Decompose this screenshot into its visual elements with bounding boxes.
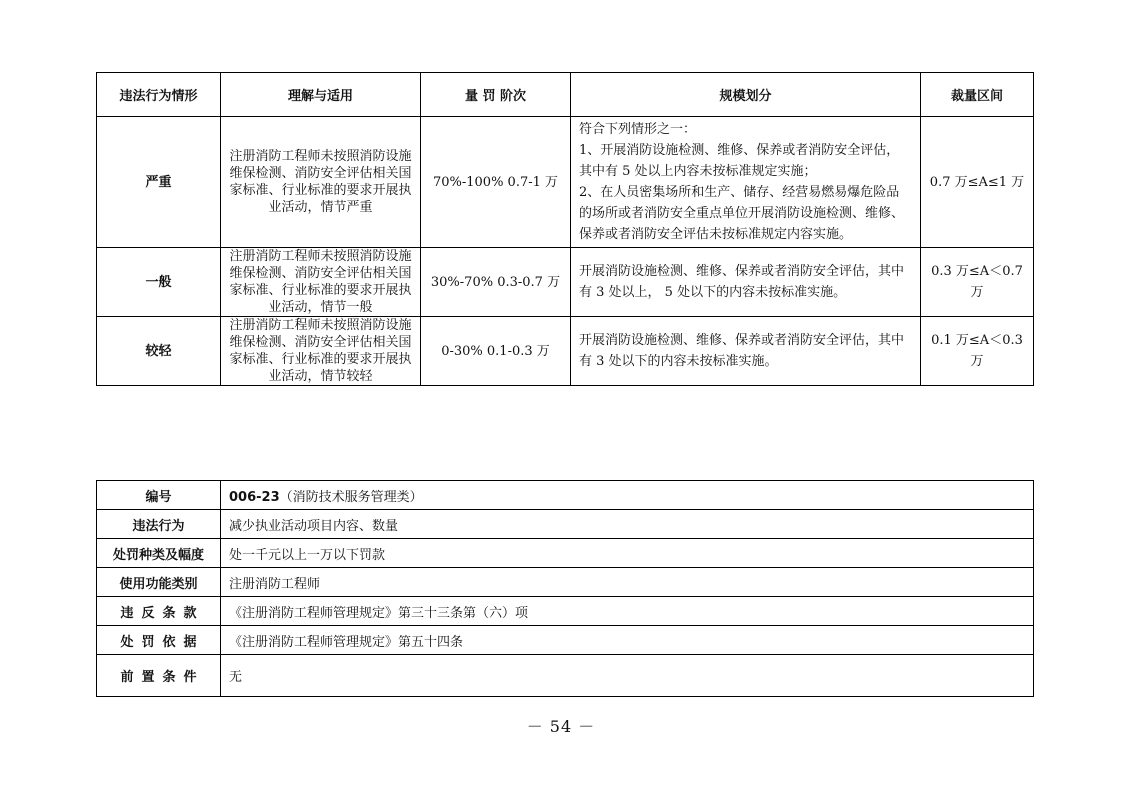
header-penalty-level: 量 罚 阶次 xyxy=(421,73,571,117)
info-row-penalty-type xyxy=(97,539,1034,568)
article-label: 违反条款 xyxy=(97,597,221,626)
info-row-function xyxy=(97,568,1034,597)
scale-line: 2、在人员密集场所和生产、储存、经营易燃易爆危险品的场所或者消防安全重点单位开展消防设施检测、维修、保养或者消防安全评估未按标准规定内容实施。 xyxy=(579,185,905,242)
violation-info-table xyxy=(96,480,1034,697)
function-label: 使用功能类别 xyxy=(97,568,221,597)
precondition-label: 前置条件 xyxy=(97,655,221,697)
precondition-value: 无 xyxy=(221,655,1034,697)
row-scale xyxy=(571,117,921,248)
page-number: － 54 － xyxy=(526,717,596,736)
violation-value: 减少执业活动项目内容、数量 xyxy=(221,510,1034,539)
header-discretion-range: 裁量区间 xyxy=(921,73,1034,117)
scale-line: 符合下列情形之一： xyxy=(579,122,697,137)
row-scale xyxy=(571,317,921,386)
row-scale xyxy=(571,248,921,317)
penalty-type-value: 处一千元以上一万以下罚款 xyxy=(221,539,1034,568)
table-header-row xyxy=(97,73,1034,117)
number-category: （消防技术服务管理类） xyxy=(279,489,423,505)
info-row-basis xyxy=(97,626,1034,655)
table-row xyxy=(97,317,1034,386)
row-explanation: 注册消防工程师未按照消防设施维保检测、消防安全评估相关国家标准、行业标准的要求开展执业活动，情节较轻 xyxy=(221,317,421,386)
article-value: 《注册消防工程师管理规定》第三十三条第（六）项 xyxy=(221,597,1034,626)
info-row-precondition xyxy=(97,655,1034,697)
row-penalty: 30%-70% 0.3-0.7 万 xyxy=(421,248,571,317)
row-penalty: 70%-100% 0.7-1 万 xyxy=(421,117,571,248)
violation-label: 违法行为 xyxy=(97,510,221,539)
table-row xyxy=(97,248,1034,317)
number-value xyxy=(221,481,1034,510)
row-explanation: 注册消防工程师未按照消防设施维保检测、消防安全评估相关国家标准、行业标准的要求开展执业活动，情节一般 xyxy=(221,248,421,317)
row-level: 一般 xyxy=(97,248,221,317)
info-row-number xyxy=(97,481,1034,510)
scale-line: 1、开展消防设施检测、维修、保养或者消防安全评估，其中有 5 处以上内容未按标准规定实施； xyxy=(579,143,900,179)
scale-line: 开展消防设施检测、维修、保养或者消防安全评估，其中有 3 处以下的内容未按标准实施。 xyxy=(579,333,905,369)
number-label: 编号 xyxy=(97,481,221,510)
row-range: 0.7 万≤A≤1 万 xyxy=(921,117,1034,248)
penalty-type-label: 处罚种类及幅度 xyxy=(97,539,221,568)
number-code: 006-23 xyxy=(229,489,280,505)
row-range: 0.3 万≤A＜0.7 万 xyxy=(921,248,1034,317)
row-explanation: 注册消防工程师未按照消防设施维保检测、消防安全评估相关国家标准、行业标准的要求开展执业活动，情节严重 xyxy=(221,117,421,248)
header-violation-situation: 违法行为情形 xyxy=(97,73,221,117)
row-range: 0.1 万≤A＜0.3 万 xyxy=(921,317,1034,386)
basis-value: 《注册消防工程师管理规定》第五十四条 xyxy=(221,626,1034,655)
info-row-violation xyxy=(97,510,1034,539)
discretion-grade-table xyxy=(96,72,1034,386)
function-value: 注册消防工程师 xyxy=(221,568,1034,597)
header-interpretation: 理解与适用 xyxy=(221,73,421,117)
info-row-article xyxy=(97,597,1034,626)
basis-label: 处罚依据 xyxy=(97,626,221,655)
header-scale-division: 规模划分 xyxy=(571,73,921,117)
row-penalty: 0-30% 0.1-0.3 万 xyxy=(421,317,571,386)
row-level: 较轻 xyxy=(97,317,221,386)
scale-line: 开展消防设施检测、维修、保养或者消防安全评估，其中有 3 处以上， 5 处以下的内容未按标准实施。 xyxy=(579,264,905,300)
table-row xyxy=(97,117,1034,248)
row-level: 严重 xyxy=(97,117,221,248)
